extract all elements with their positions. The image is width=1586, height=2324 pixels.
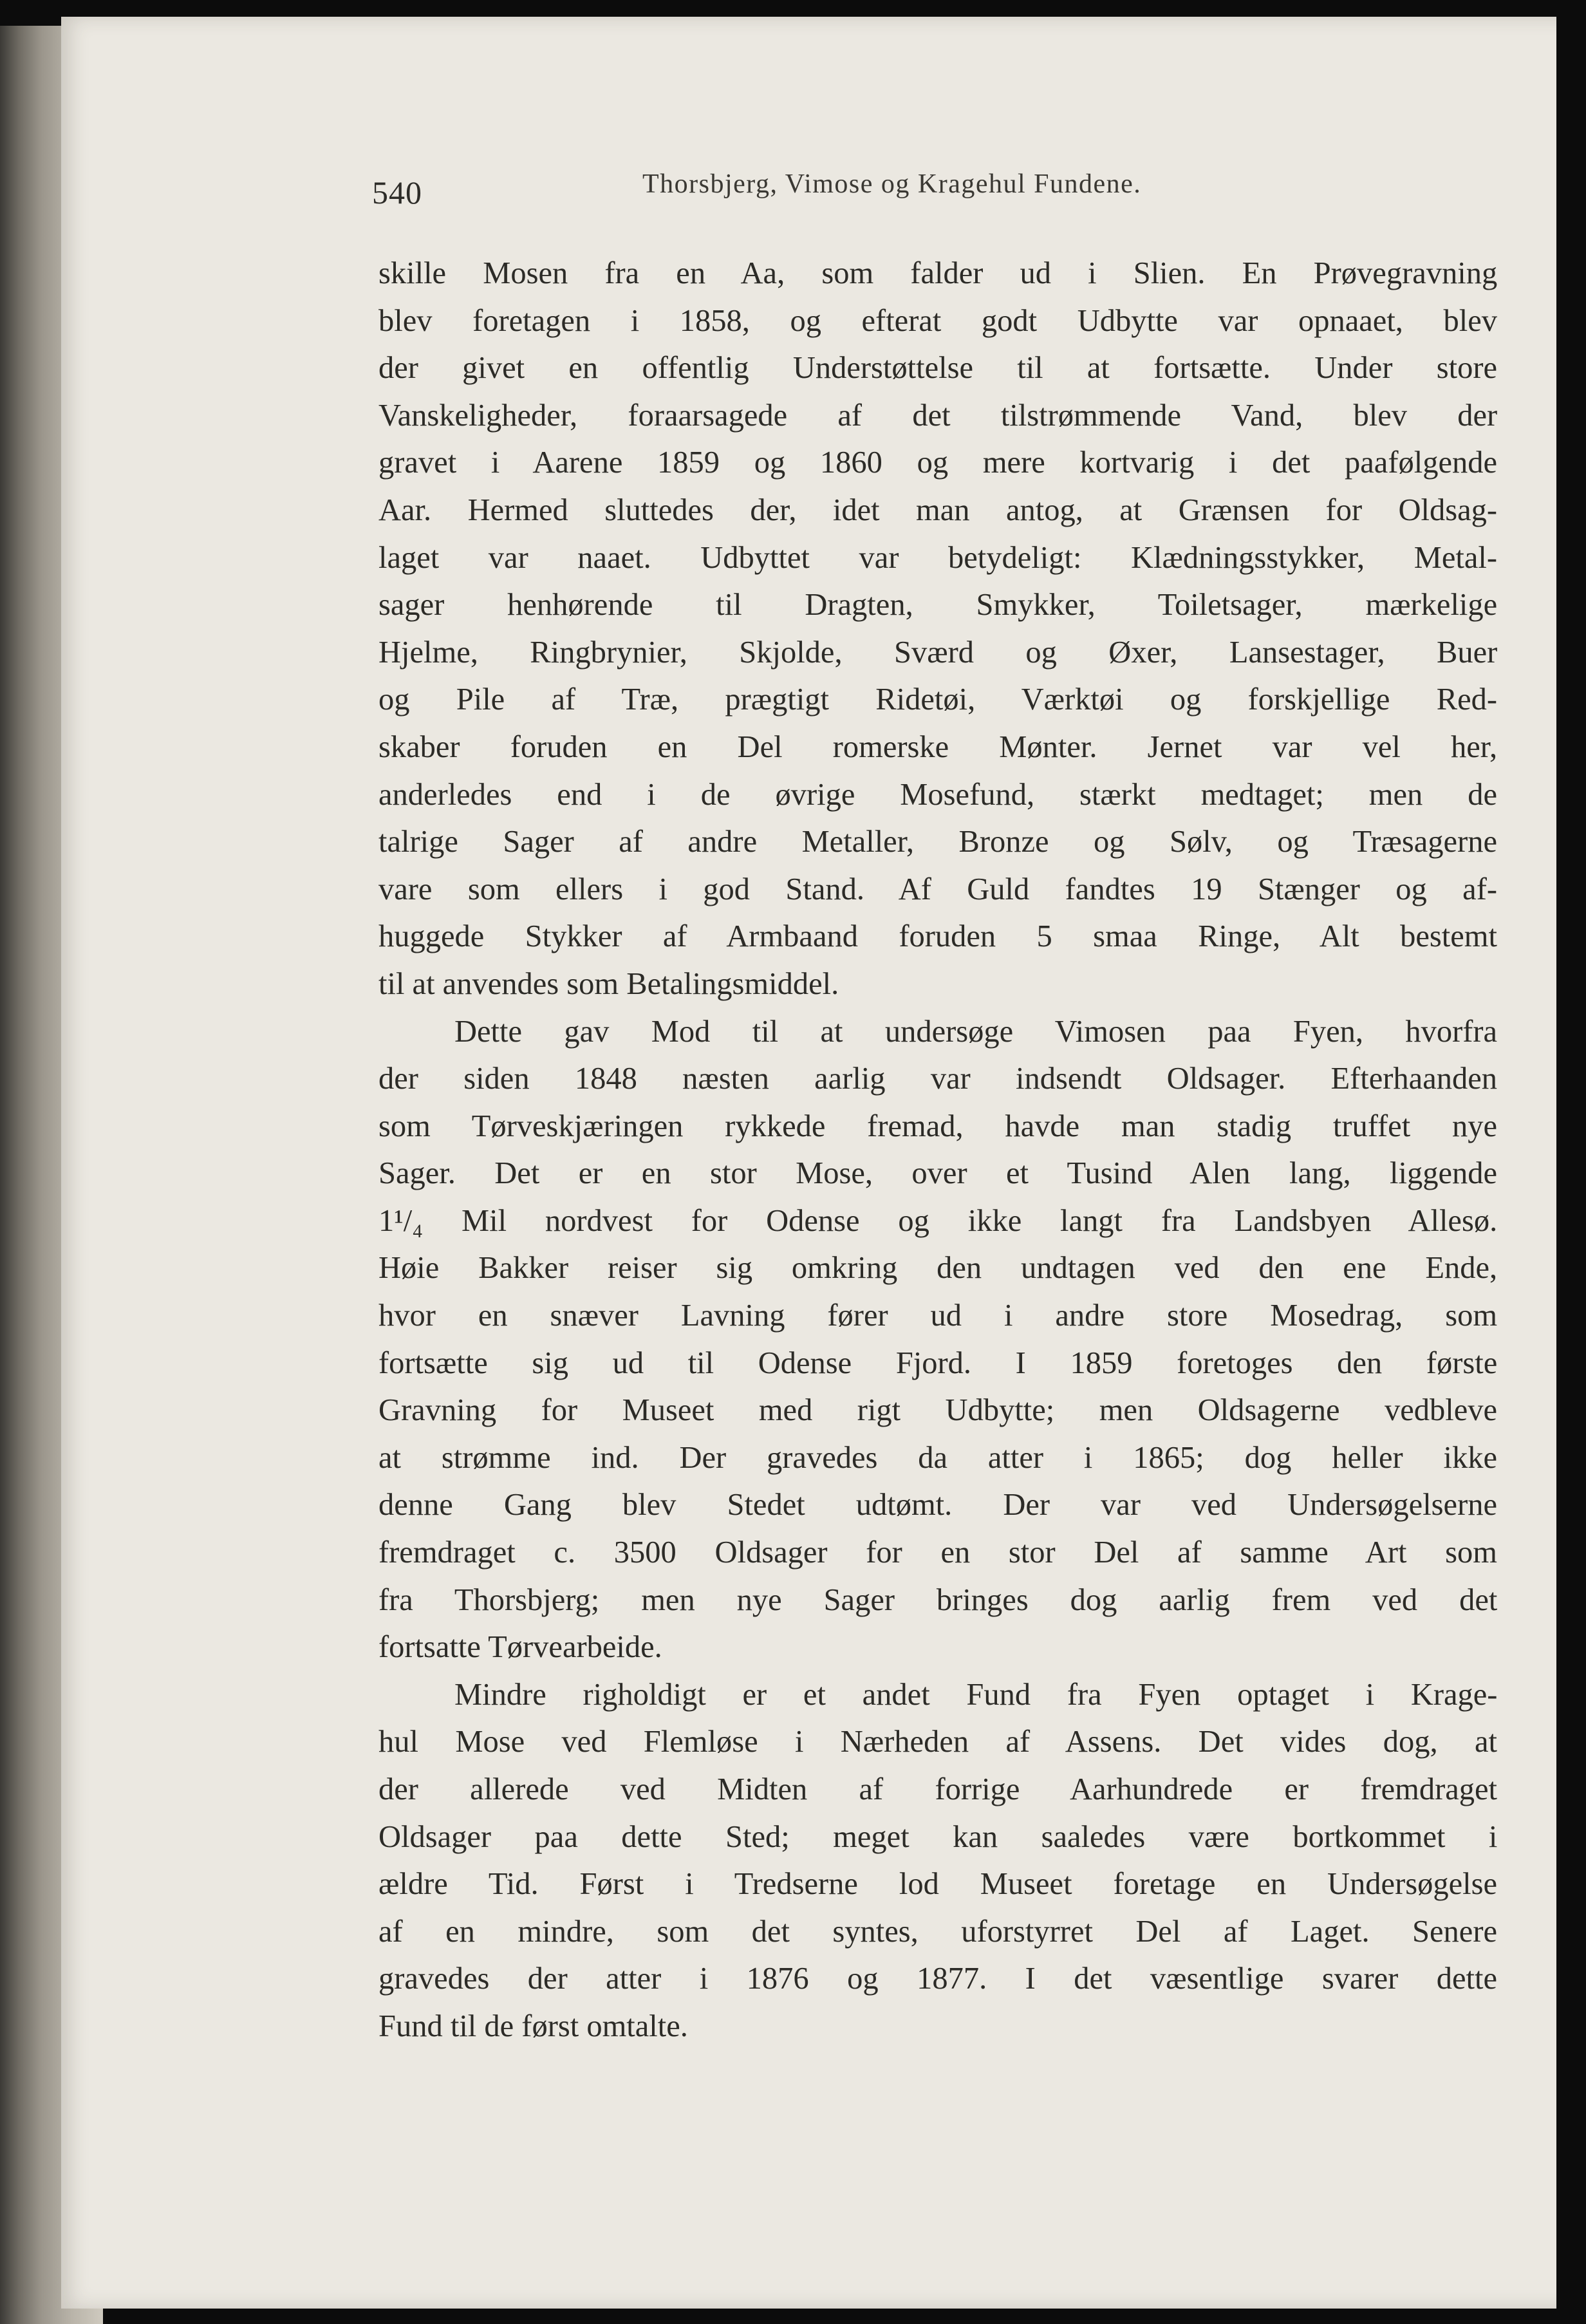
text-line: anderledes end i de øvrige Mosefund, stærkt medtaget; men de — [378, 777, 1497, 812]
text-line: af en mindre, som det syntes, uforstyrret Del af Laget. Senere — [378, 1914, 1497, 1949]
text-line: gravet i Aarene 1859 og 1860 og mere kortvarig i det paafølgende — [378, 445, 1497, 480]
text-line: Dette gav Mod til at undersøge Vimosen paa Fyen, hvorfra — [454, 1014, 1497, 1049]
text-line: huggede Stykker af Armbaand foruden 5 smaa Ringe, Alt bestemt — [378, 919, 1497, 954]
text-line: Aar. Hermed sluttedes der, idet man antog, at Grænsen for Oldsag- — [378, 492, 1497, 527]
running-head — [372, 161, 1338, 219]
text-line: hul Mose ved Flemløse i Nærheden af Assens. Det vides dog, at — [378, 1725, 1497, 1759]
text-line: som Tørveskjæringen rykkede fremad, havde man stadig truffet nye — [378, 1109, 1497, 1143]
text-line: denne Gang blev Stedet udtømt. Der var ved Undersøgelserne — [378, 1488, 1497, 1523]
text-line: Sager. Det er en stor Mose, over et Tusind Alen lang, liggende — [378, 1156, 1497, 1191]
text-line: der givet en offentlig Understøttelse til at fortsætte. Under store — [378, 351, 1497, 386]
text-line: talrige Sager af andre Metaller, Bronze og Sølv, og Træsagerne — [378, 825, 1497, 859]
text-line: hvor en snæver Lavning fører ud i andre store Mosedrag, som — [378, 1298, 1497, 1333]
text-line: Mindre righoldigt er et andet Fund fra Fyen optaget i Krage- — [454, 1677, 1497, 1712]
text-line: og Pile af Træ, prægtigt Ridetøi, Værktøi og forskjellige Red- — [378, 682, 1497, 717]
text-line: til at anvendes som Betalingsmiddel. — [378, 966, 839, 1001]
text-line: gravedes der atter i 1876 og 1877. I det væsentlige svarer dette — [378, 1962, 1497, 1996]
paragraph-1 — [378, 250, 1497, 1008]
text-line: Fund til de først omtalte. — [378, 2009, 688, 2043]
text-line: der siden 1848 næsten aarlig var indsendt Oldsager. Efterhaanden — [378, 1062, 1497, 1096]
text-line: fortsatte Tørvearbeide. — [378, 1630, 662, 1665]
text-line: fra Thorsbjerg; men nye Sager bringes dog aarlig frem ved det — [378, 1582, 1497, 1617]
body-text — [378, 250, 1497, 2050]
page-shadow — [1556, 17, 1586, 2324]
text-line: fremdraget c. 3500 Oldsager for en stor Del af samme Art som — [378, 1535, 1497, 1570]
text-line: skaber foruden en Del romerske Mønter. Jernet var vel her, — [378, 729, 1497, 764]
text-line: at strømme ind. Der gravedes da atter i 1865; dog heller ikke — [378, 1440, 1497, 1475]
text-line: Gravning for Museet med rigt Udbytte; men Oldsagerne vedbleve — [378, 1393, 1497, 1428]
text-line: laget var naaet. Udbyttet var betydeligt: Klædningsstykker, Metal- — [378, 540, 1497, 575]
running-title: Thorsbjerg, Vimose og Kragehul Fundene. — [642, 169, 1142, 199]
paragraph-3 — [378, 1671, 1497, 2050]
text-line: fortsætte sig ud til Odense Fjord. I 1859 foretoges den første — [378, 1345, 1497, 1380]
text-line: ældre Tid. Først i Tredserne lod Museet foretage en Undersøgelse — [378, 1867, 1497, 1902]
text-line: Hjelme, Ringbrynier, Skjolde, Sværd og Øxer, Lansestager, Buer — [378, 635, 1497, 670]
text-line: 1¹/₄ Mil nordvest for Odense og ikke langt fra Landsbyen Allesø. — [378, 1203, 1497, 1238]
text-line: der allerede ved Midten af forrige Aarhundrede er fremdraget — [378, 1772, 1497, 1806]
text-line: sager henhørende til Dragten, Smykker, Toiletsager, mærkelige — [378, 588, 1497, 623]
text-line: skille Mosen fra en Aa, som falder ud i Slien. En Prøvegravning — [378, 256, 1497, 290]
paragraph-2 — [378, 1008, 1497, 1671]
page-number: 540 — [372, 174, 422, 211]
text-line: Høie Bakker reiser sig omkring den undtagen ved den ene Ende, — [378, 1251, 1497, 1286]
text-line: Oldsager paa dette Sted; meget kan saaledes være bortkommet i — [378, 1819, 1497, 1854]
text-line: blev foretagen i 1858, og efterat godt Udbytte var opnaaet, blev — [378, 303, 1497, 338]
text-line: vare som ellers i god Stand. Af Guld fandtes 19 Stænger og af- — [378, 872, 1497, 906]
text-line: Vanskeligheder, foraarsagede af det tilstrømmende Vand, blev der — [378, 398, 1497, 433]
